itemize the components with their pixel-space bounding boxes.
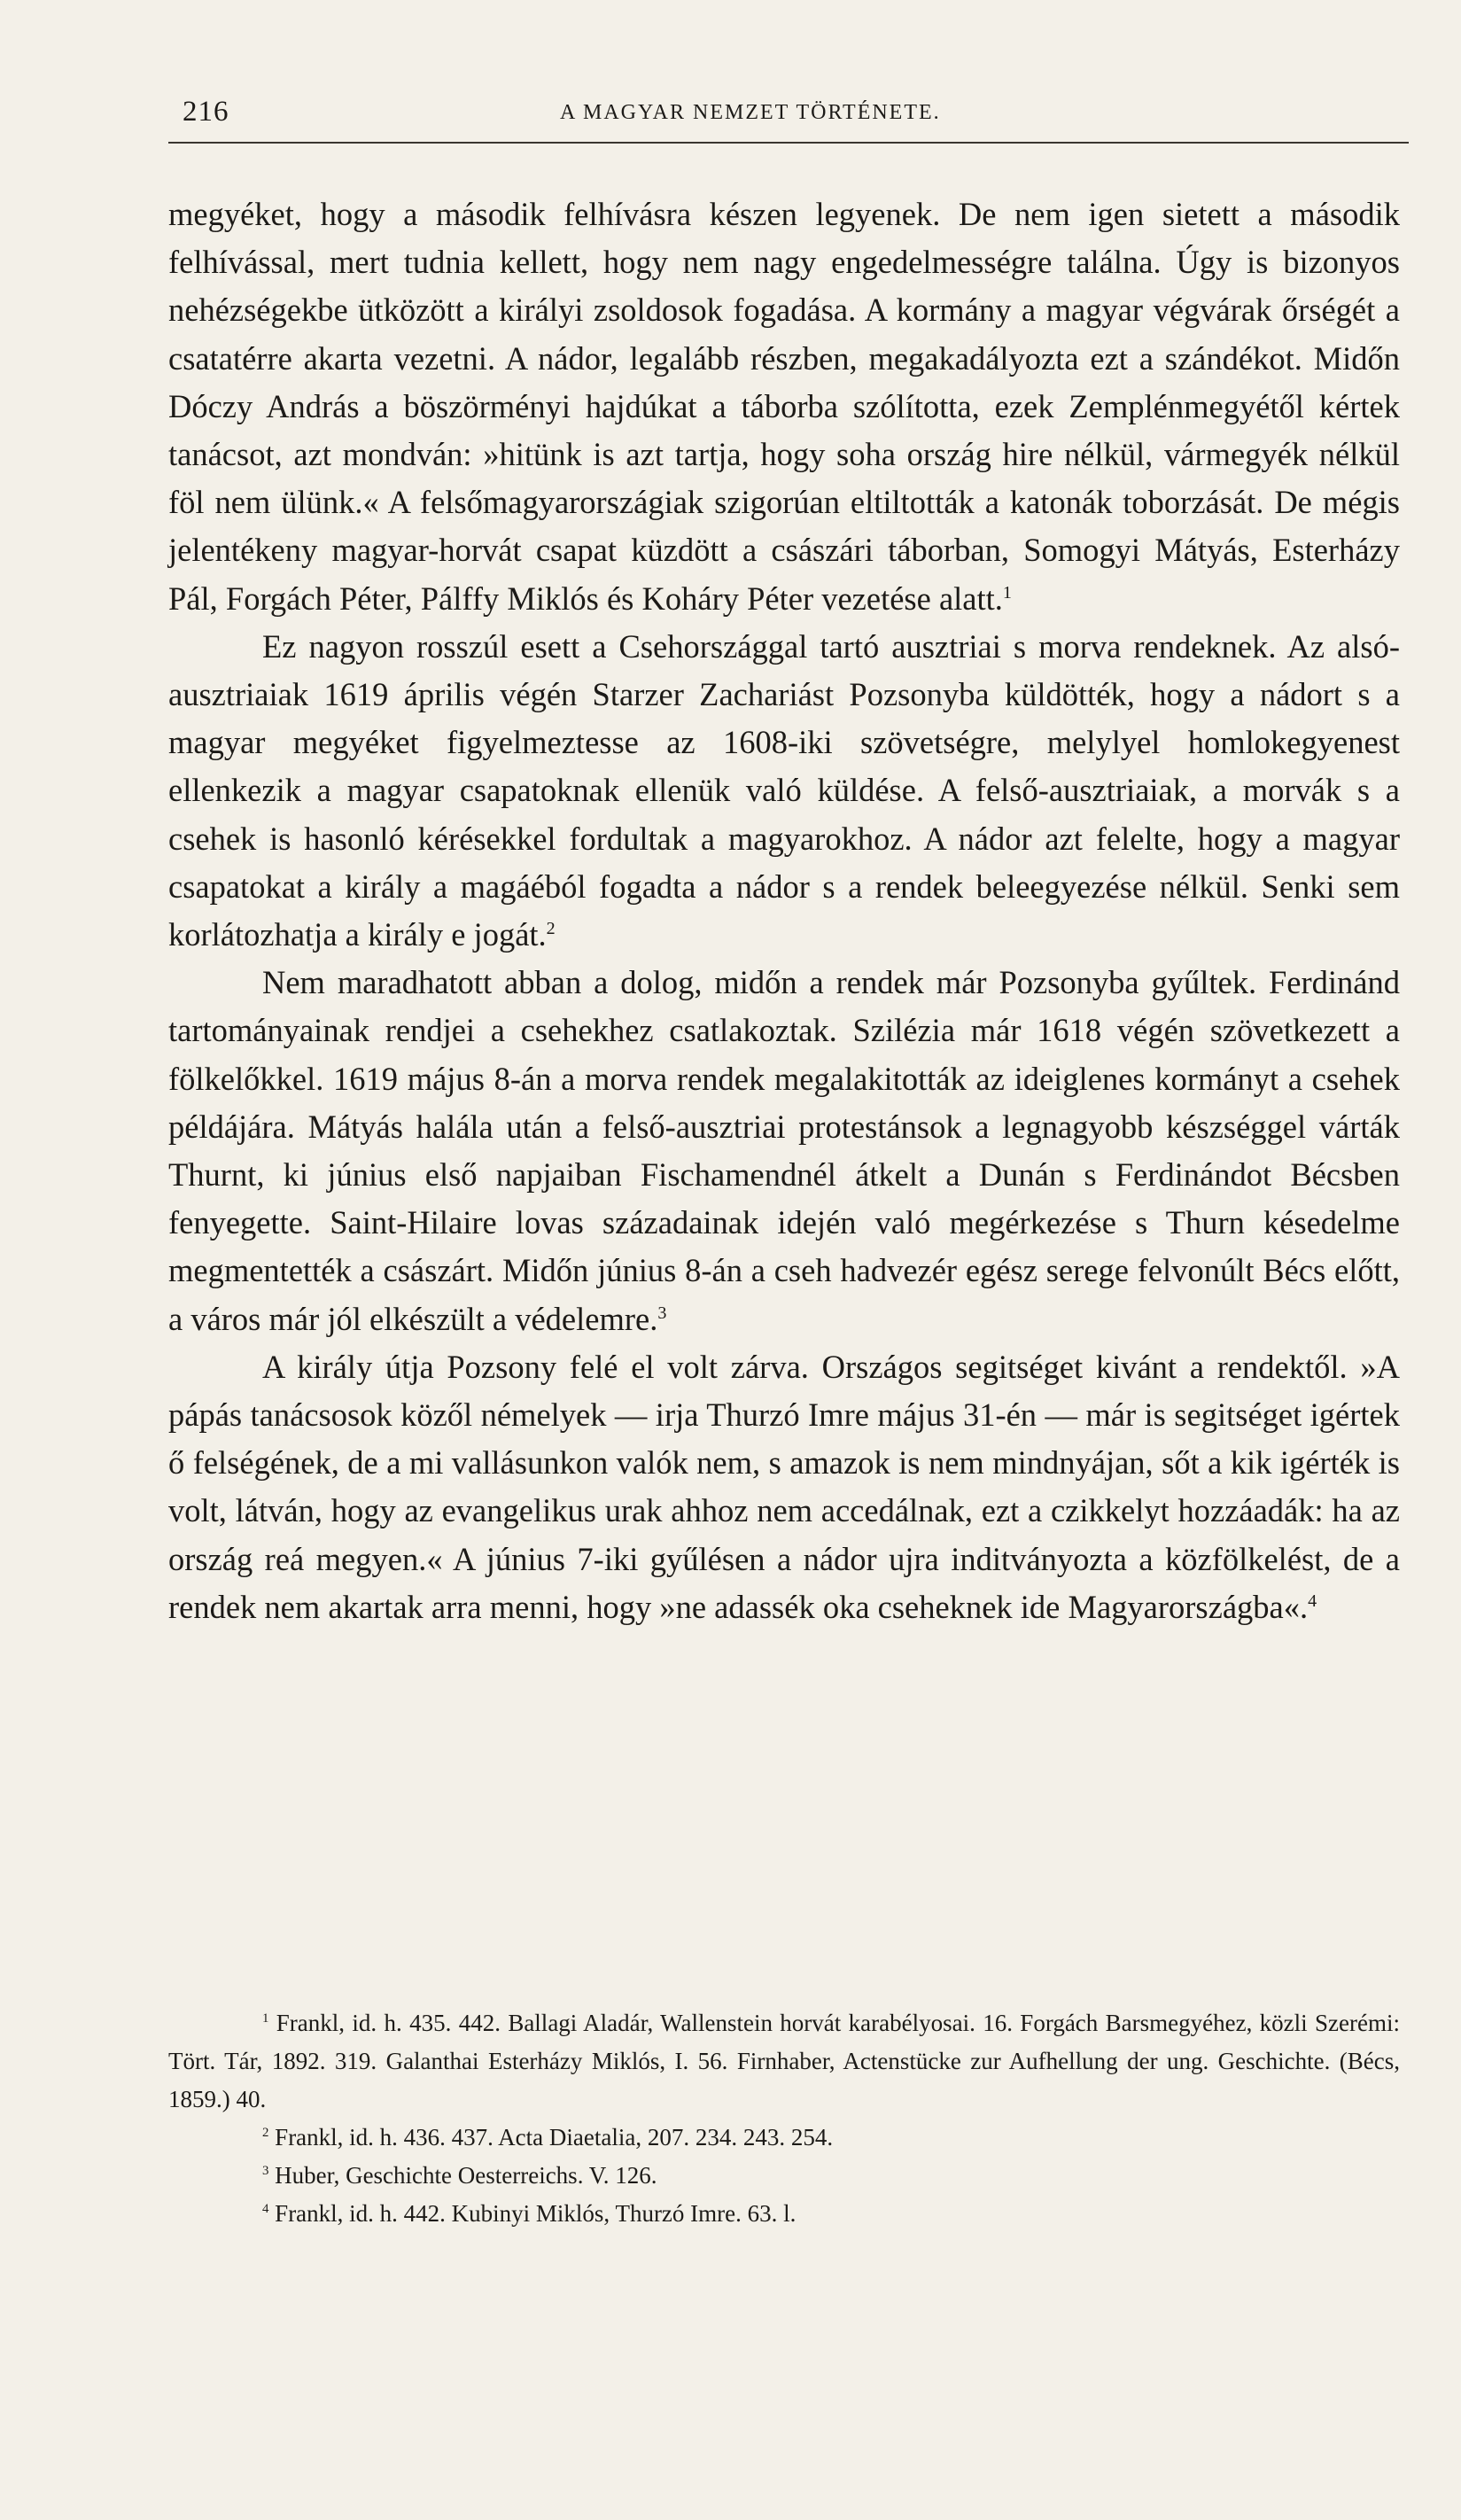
running-head: A MAGYAR NEMZET TÖRTÉNETE. [560,101,941,124]
footnote-ref: 4 [1308,1591,1317,1611]
footnote-ref: 1 [1002,582,1012,603]
footnote [168,2157,1400,2195]
footnote-mark: 1 [262,2011,269,2026]
page-number: 216 [183,96,229,128]
footnote-text: Frankl, id. h. 442. Kubinyi Miklós, Thurzó Imre. 63. l. [275,2200,797,2227]
footnote-ref: 3 [657,1303,667,1323]
page-header [168,89,1409,144]
paragraph [168,1343,1400,1631]
footnote [168,2119,1400,2157]
paragraph [168,959,1400,1343]
footnote-text: Huber, Geschichte Oesterreichs. V. 126. [275,2162,657,2189]
footnote-mark: 4 [262,2202,269,2216]
footnote-mark: 3 [262,2164,269,2178]
footnote-text: Frankl, id. h. 435. 442. Ballagi Aladár, Wallenstein horvát karabélyosai. 16. Forgách Barsmegyéhez, közli Szerémi: Tört. Tár, 1892. 319. Galanthai Esterházy Miklós, I. 56. Firnhaber, Actenstücke zur Aufhellung der ung. Geschichte. (Bécs, 1859.) 40. [168,2010,1400,2112]
main-text [168,191,1400,1631]
paragraph-text: megyéket, hogy a második felhívásra készen legyenek. De nem igen sietett a második felhívással, mert tudnia kellett, hogy nem nagy engedelmességre találna. Úgy is bizonyos nehézségekbe ütközött a királyi zsoldosok fogadása. A kormány a magyar végvárak őrségét a csatatérre akarta vezetni. A nádor, legalább részben, megakadályozta ezt a szándékot. Midőn Dóczy András a böszörményi hajdúkat a táborba szólította, ezek Zemplénmegyétől kértek tanácsot, azt mondván: »hitünk is azt tartja, hogy soha ország hire nélkül, vármegyék nélkül föl nem ülünk.« A felsőmagyarországiak szigorúan eltiltották a katonák toborzását. De mégis jelentékeny magyar-horvát csapat küzdött a császári táborban, Somogyi Mátyás, Esterházy Pál, Forgách Péter, Pálffy Miklós és Koháry Péter vezetése alatt. [168,196,1400,617]
paragraph [168,623,1400,959]
footnote-text: Frankl, id. h. 436. 437. Acta Diaetalia, 207. 234. 243. 254. [275,2124,834,2151]
paragraph-text: Nem maradhatott abban a dolog, midőn a rendek már Pozsonyba gyűltek. Ferdinánd tartományainak rendjei a csehekhez csatlakoztak. Szilézia már 1618 végén szövetkezett a fölkelőkkel. 1619 május 8-án a morva rendek megalakitották az ideiglenes kormányt a csehek példájára. Mátyás halála után a felső-ausztriai protestánsok a legnagyobb készséggel várták Thurnt, ki június első napjaiban Fischamendnél átkelt a Dunán s Ferdinándot Bécsben fenyegette. Saint-Hilaire lovas századainak idején való megérkezése s Thurn késedelme megmentették a császárt. Midőn június 8-án a cseh hadvezér egész serege felvonúlt Bécs előtt, a város már jól elkészült a védelemre. [168,964,1400,1337]
footnote-ref: 2 [546,918,556,938]
footnote-mark: 2 [262,2126,269,2140]
paragraph-text: A király útja Pozsony felé el volt zárva. Országos segitséget kivánt a rendektől. »A pápás tanácsosok közől némelyek — irja Thurzó Imre május 31-én — már is segitséget igértek ő felségének, de a mi vallásunkon valók nem, s amazok is nem mindnyájan, sőt a kik igérték is volt, látván, hogy az evangelikus urak ahhoz nem accedálnak, ezt a czikkelyt hozzáadák: ha az ország reá megyen.« A június 7-iki gyűlésen a nádor ujra inditványozta a közfölkelést, de a rendek nem akartak arra menni, hogy »ne adassék oka cseheknek ide Magyarországba«. [168,1348,1400,1625]
paragraph [168,191,1400,623]
paragraph-text: Ez nagyon rosszúl esett a Csehországgal tartó ausztriai s morva rendeknek. Az alsó-ausztriaiak 1619 április végén Starzer Zachariást Pozsonyba küldötték, hogy a nádort s a magyar megyéket figyelmeztesse az 1608-iki szövetségre, melylyel homlokegyenest ellenkezik a magyar csapatoknak ellenük való küldése. A felső-ausztriaiak, a morvák s a csehek is hasonló kérésekkel fordultak a magyarokhoz. A nádor azt felelte, hogy a magyar csapatokat a király a magáéból fogadta a nádor s a rendek beleegyezése nélkül. Senki sem korlátozhatja a király e jogát. [168,627,1400,953]
footnote [168,2004,1400,2119]
footnote [168,2195,1400,2233]
footnotes [168,2004,1400,2233]
